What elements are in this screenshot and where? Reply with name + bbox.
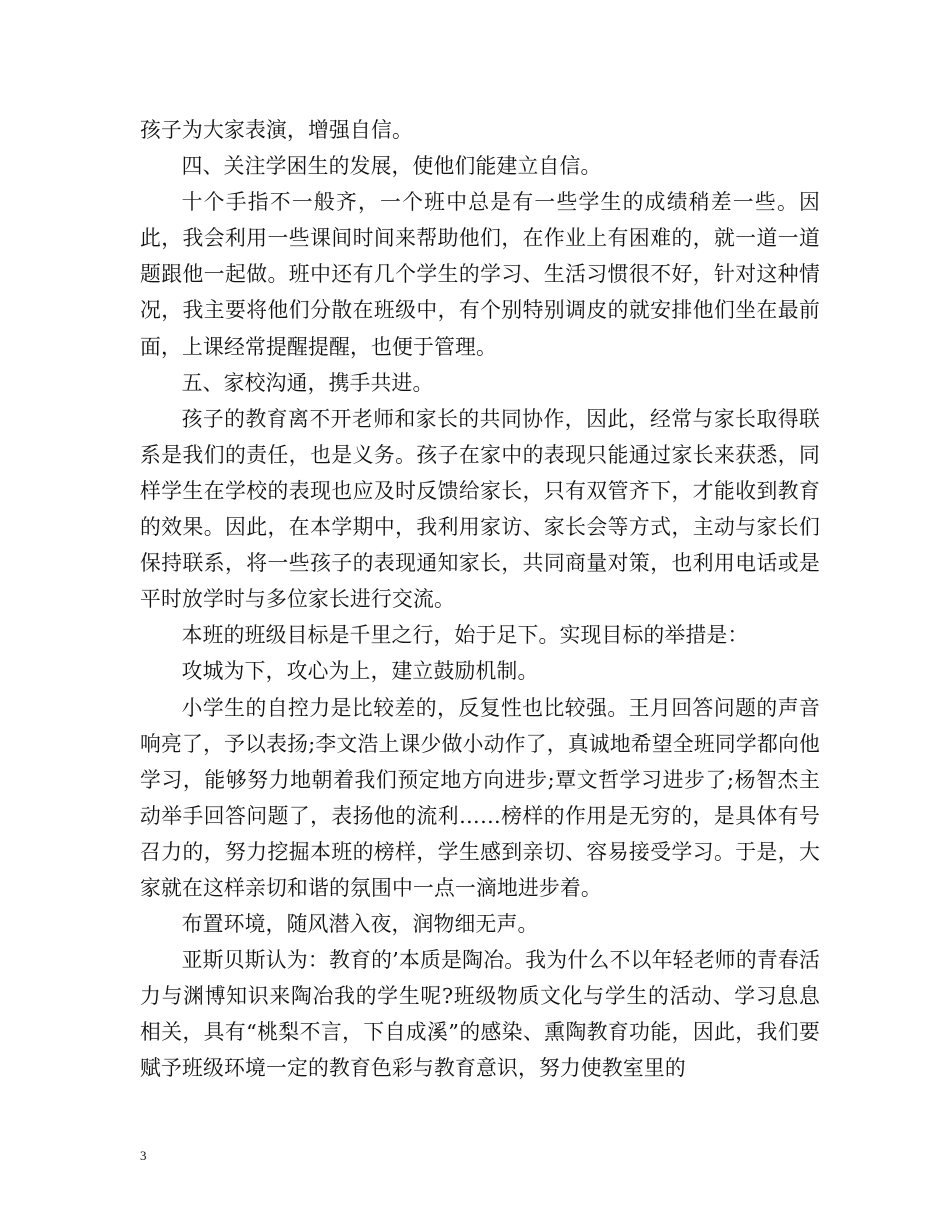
heading-section-4: 四、关注学困生的发展，使他们能建立自信。 — [181, 154, 602, 179]
paragraph-1: 孩子为大家表演，增强自信。 — [140, 118, 413, 142]
page-number: 3 — [140, 1148, 147, 1163]
paragraph-8: 小学生的自控力是比较差的，反复性也比较强。王月回答问题的声音响亮了，予以表扬;李文浩上课少做小动作了，真诚地希望全班同学都向他学习，能够努力地朝着我们预定地方向进步;覃文哲学习进步了;杨智杰主动举手回答问题了，表扬他的流利……榜样的作用是无穷的，是具体有号召力的，努力挖掘本班的榜样，学生感到亲切、容易接受学习。于是，大家就在这样亲切和谐的氛围中一点一滴地进步着。 — [140, 695, 820, 900]
paragraph-3: 十个手指不一般齐，一个班中总是有一些学生的成绩稍差一些。因此，我会利用一些课间时间来帮助他们，在作业上有困难的，就一道一道题跟他一起做。班中还有几个学生的学习、生活习惯很不好，针对这种情况，我主要将他们分散在班级中，有个别特别调皮的就安排他们坐在最前面，上课经常提醒提醒，也便于管理。 — [140, 190, 820, 359]
subheading-environment: 布置环境，随风潜入夜，润物细无声。 — [181, 912, 539, 937]
subheading-encouragement: 攻城为下，攻心为上，建立鼓励机制。 — [181, 659, 539, 684]
heading-section-5: 五、家校沟通，携手共进。 — [181, 370, 434, 395]
paragraph-6: 本班的班级目标是千里之行，始于足下。实现目标的举措是： — [181, 623, 749, 648]
body-text — [140, 112, 820, 1087]
paragraph-10: 亚斯贝斯认为：教育的’本质是陶冶。我为什么不以年轻老师的青春活力与渊博知识来陶冶我的学生呢?班级物质文化与学生的活动、学习息息相关，具有“桃梨不言，下自成溪”的感染、熏陶教育功能，因此，我们要赋予班级环境一定的教育色彩与教育意识，努力使教室里的 — [140, 948, 820, 1081]
paragraph-5: 孩子的教育离不开老师和家长的共同协作，因此，经常与家长取得联系是我们的责任，也是义务。孩子在家中的表现只能通过家长来获悉，同样学生在学校的表现也应及时反馈给家长，只有双管齐下，才能收到教育的效果。因此，在本学期中，我利用家访、家长会等方式，主动与家长们保持联系，将一些孩子的表现通知家长，共同商量对策，也利用电话或是平时放学时与多位家长进行交流。 — [140, 406, 820, 612]
